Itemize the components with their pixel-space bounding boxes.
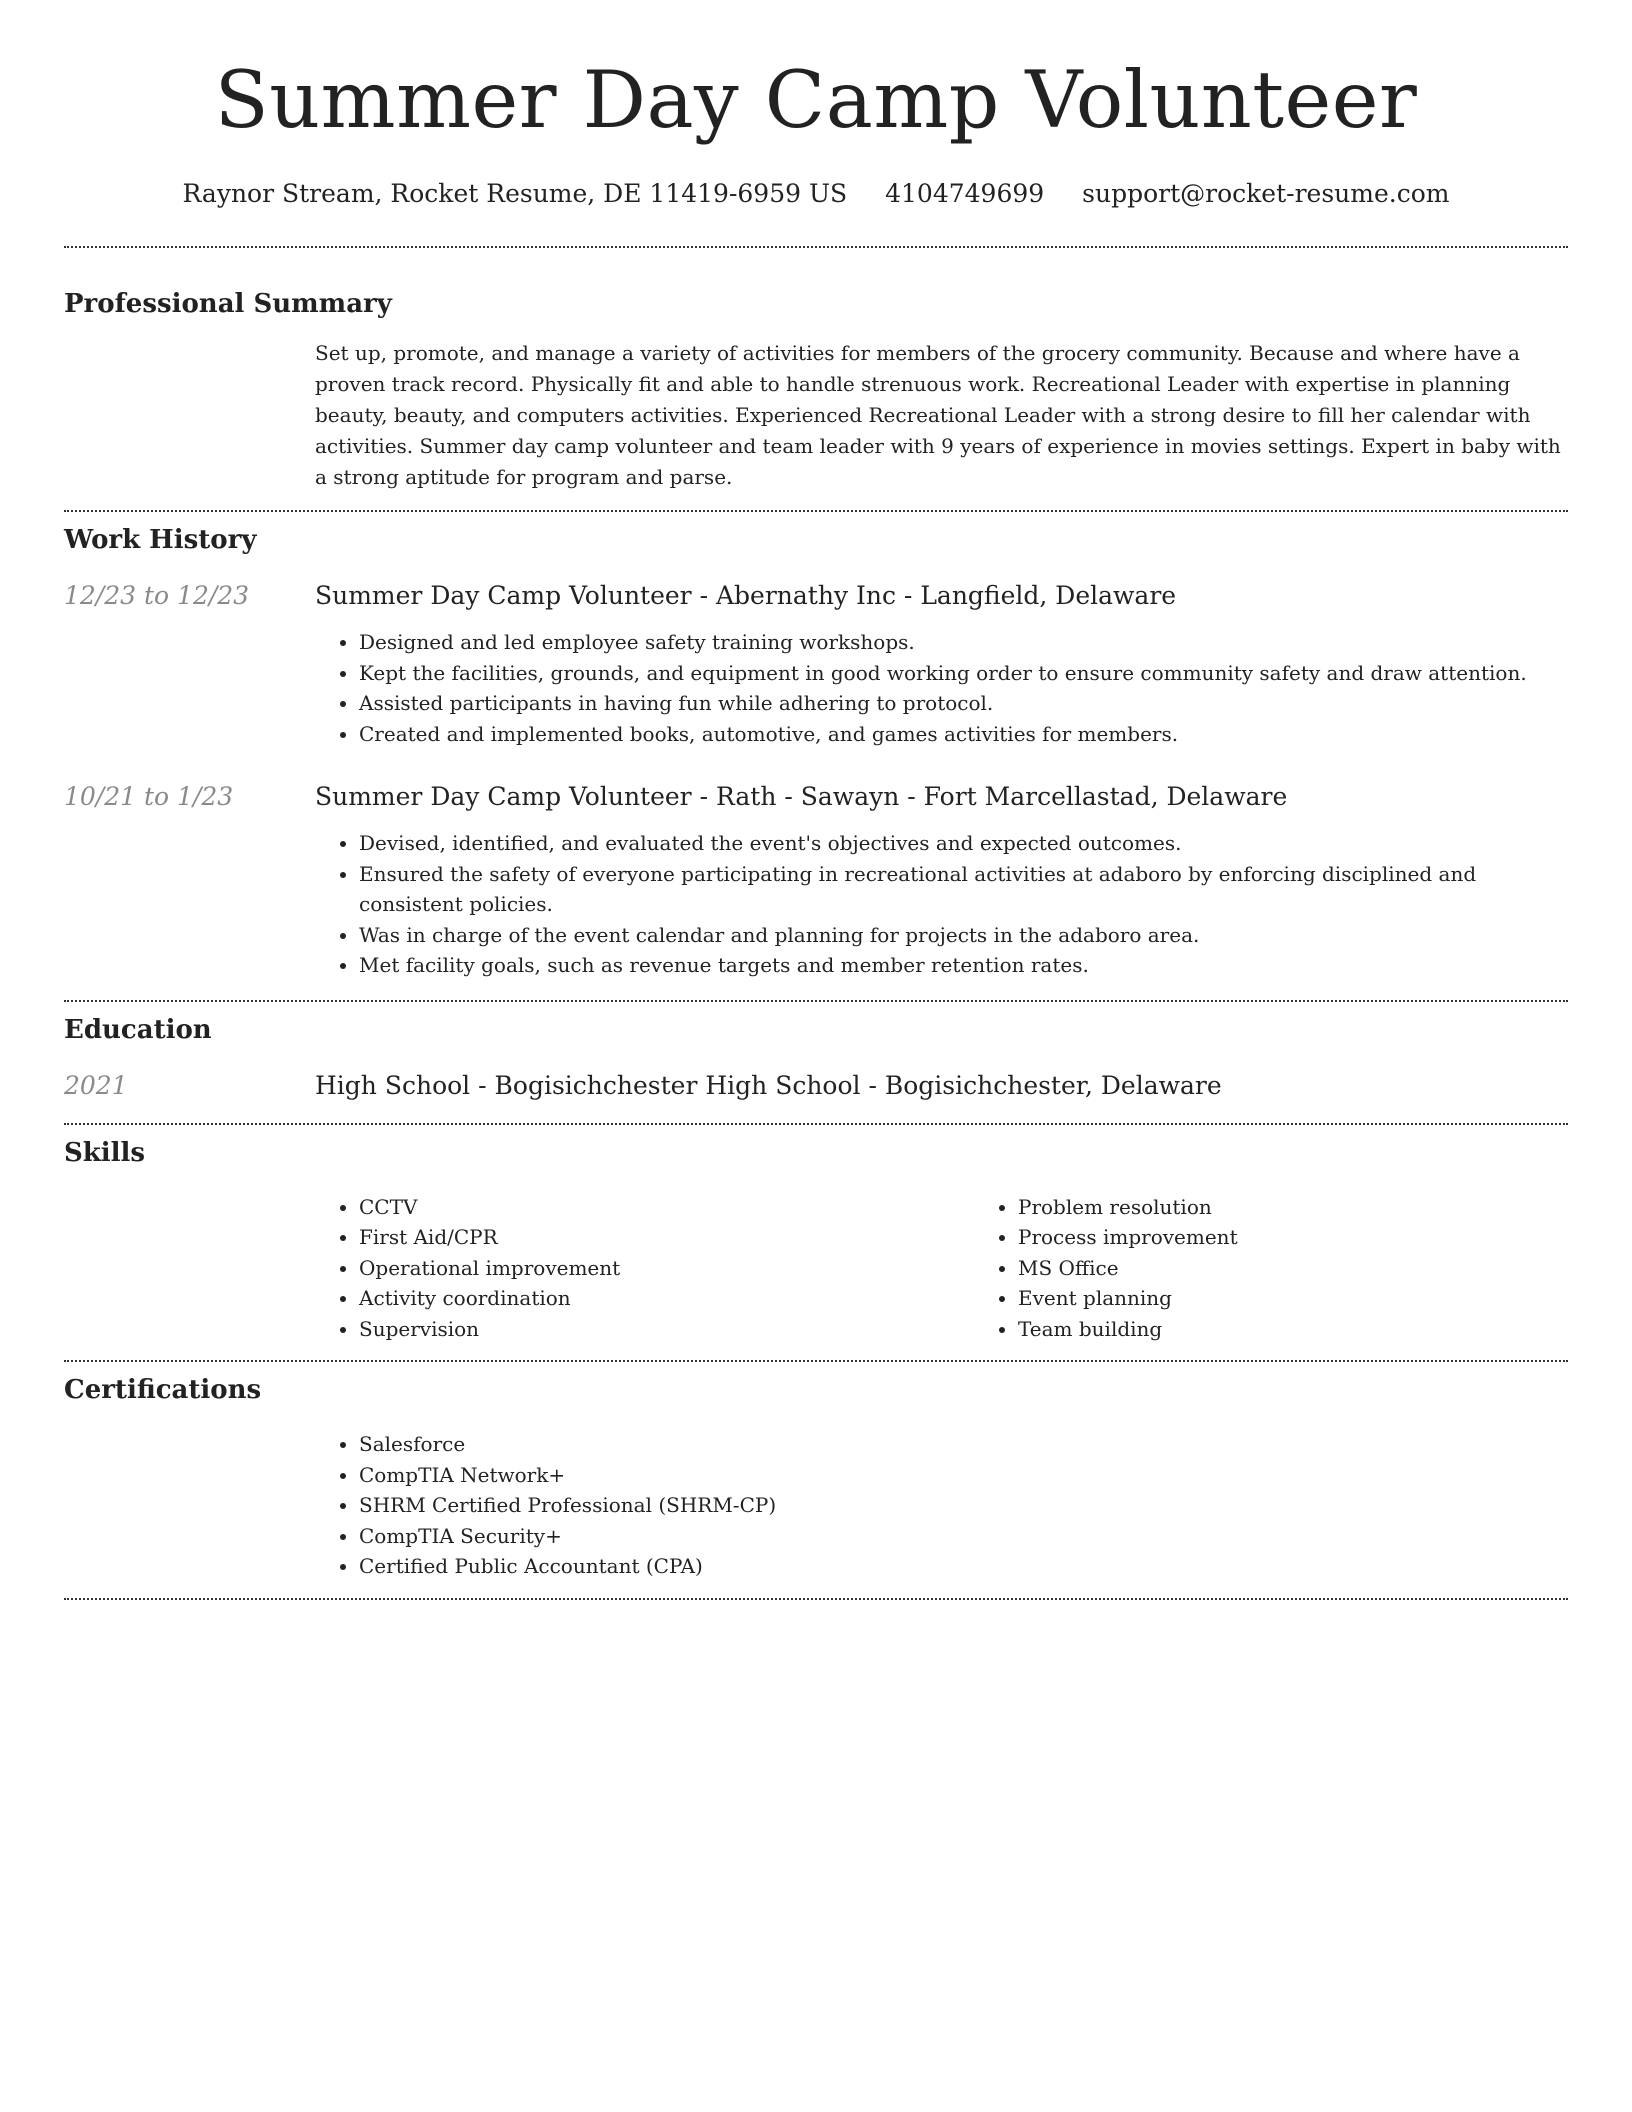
section-title-education: Education [64,1014,212,1045]
skills-grid [315,1192,1632,1345]
list-item: • Operational improvement [359,1253,974,1284]
divider [64,1360,1568,1362]
list-item: • Activity coordination [359,1283,974,1314]
list-item: • Devised, identified, and evaluated the event's objectives and expected outcomes. [359,828,1568,859]
candidate-name: Summer Day Camp Volunteer [214,54,1418,146]
job-bullets [315,627,1568,749]
list-item: • Met facility goals, such as revenue targets and member retention rates. [359,950,1568,981]
contact-address: Raynor Stream, Rocket Resume, DE 11419-6959 US [182,179,848,208]
list-item: • Kept the facilities, grounds, and equipment in good working order to ensure community safety and draw attention. [359,658,1568,689]
skills-list-right [974,1192,1632,1345]
section-title-certifications: Certifications [64,1375,262,1405]
job-bullets [315,828,1568,981]
list-item: • First Aid/CPR [359,1222,974,1253]
section-title-summary: Professional Summary [64,289,392,319]
divider [64,510,1568,512]
section-title-skills: Skills [64,1137,146,1168]
job-entry [64,780,1568,981]
education-entry [64,1069,1568,1103]
education-heading [315,1069,1568,1103]
list-item: • Event planning [1018,1283,1632,1314]
list-item: • Problem resolution [1018,1192,1632,1223]
list-item: • Certified Public Accountant (CPA) [359,1551,1568,1582]
summary-text: Set up, promote, and manage a variety of activities for members of the grocery community. Because and where have a proven track record. Physically fit and able to handle strenuous work. Recreational Leader with expertise in planning beauty, beauty, and computers activities. Experienced Recreational Leader with a strong desire to fill her calendar with activities. Summer day camp volunteer and team leader with 9 years of experience in movies settings. Expert in baby with a strong aptitude for program and parse. [315,341,1561,489]
divider [64,1000,1568,1002]
education-degree: High School [315,1070,471,1100]
resume-page [64,0,1568,1600]
list-item: • Designed and led employee safety training workshops. [359,627,1568,658]
certifications-row [64,1429,1568,1582]
education-school: - Bogisichchester High School - Bogisichchester, Delaware [470,1070,1222,1100]
list-item: • Was in charge of the event calendar and planning for projects in the adaboro area. [359,920,1568,951]
list-item: • CompTIA Security+ [359,1521,1568,1552]
summary-row [64,338,1568,493]
skills-row [64,1192,1568,1345]
contact-email: support@rocket-resume.com [1082,179,1450,208]
list-item: • CCTV [359,1192,974,1223]
list-item: • Supervision [359,1314,974,1345]
job-heading: Summer Day Camp Volunteer - Abernathy Inc - Langfield, Delaware [315,581,1177,610]
list-item: • Assisted participants in having fun while adhering to protocol. [359,688,1568,719]
divider [64,1123,1568,1125]
list-item: • Salesforce [359,1429,1568,1460]
divider [64,1598,1568,1600]
section-title-work-history: Work History [64,525,257,555]
contact-phone: 4104749699 [885,179,1045,208]
contact-line [64,178,1568,210]
job-dates: 10/21 to 1/23 [64,782,234,811]
job-heading: Summer Day Camp Volunteer - Rath - Sawayn - Fort Marcellastad, Delaware [315,782,1288,811]
list-item: • Team building [1018,1314,1632,1345]
list-item: • SHRM Certified Professional (SHRM-CP) [359,1490,1568,1521]
skills-list-left [315,1192,974,1345]
job-entry [64,579,1568,749]
list-item: • MS Office [1018,1253,1632,1284]
divider [64,246,1568,248]
education-year: 2021 [64,1070,128,1100]
list-item: • CompTIA Network+ [359,1460,1568,1491]
list-item: • Process improvement [1018,1222,1632,1253]
list-item: • Ensured the safety of everyone participating in recreational activities at adaboro by enforcing disciplined and consistent policies. [359,859,1568,920]
list-item: • Created and implemented books, automotive, and games activities for members. [359,719,1568,750]
certifications-list [315,1429,1568,1582]
job-dates: 12/23 to 12/23 [64,581,250,610]
